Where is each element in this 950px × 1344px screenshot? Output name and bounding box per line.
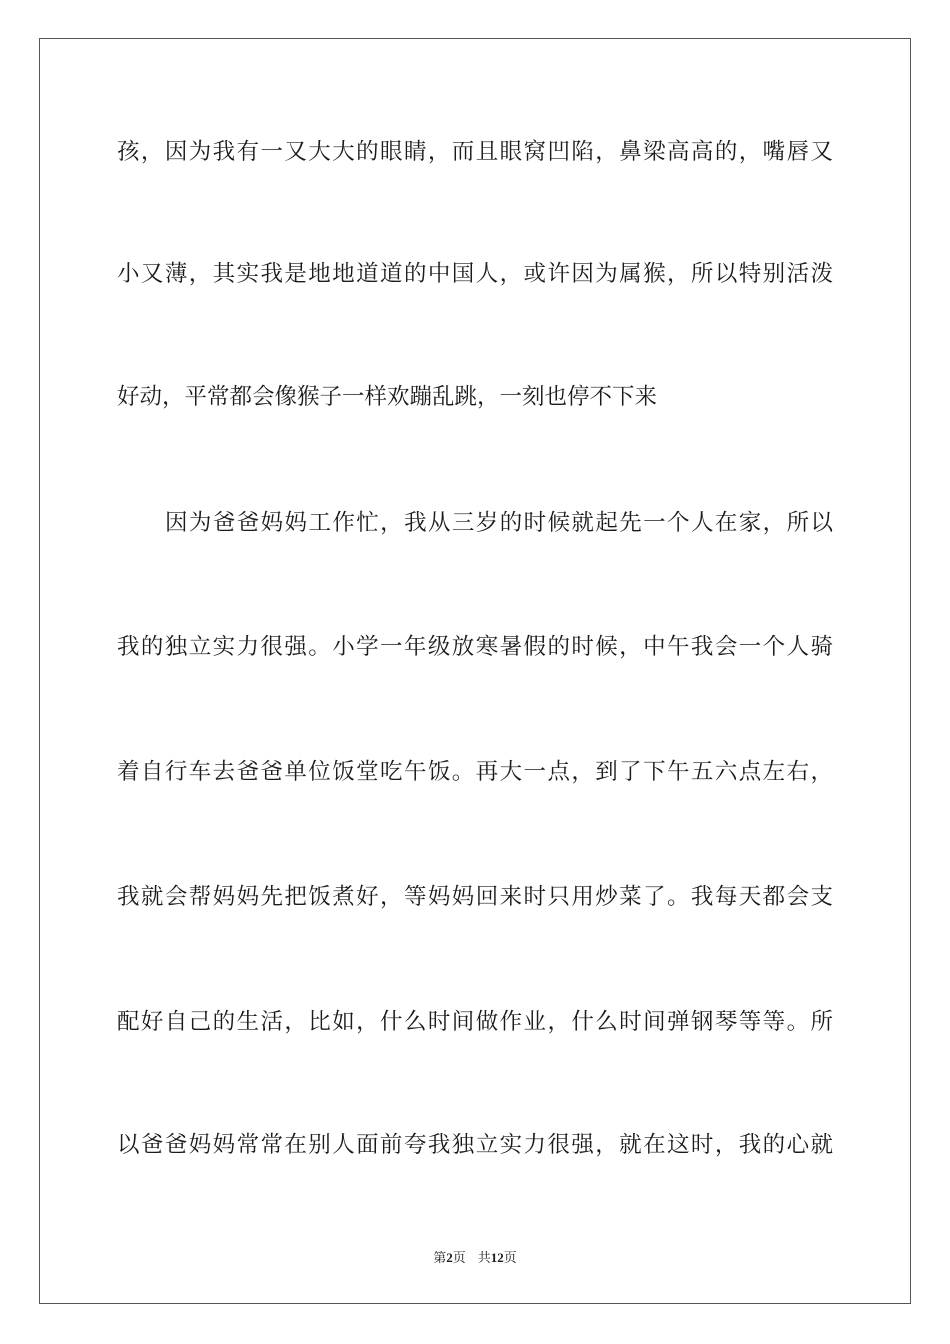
- page-prefix: 第: [433, 1251, 447, 1266]
- body-line-9: 以爸爸妈妈常常在别人面前夸我独立实力很强，就在这时，我的心就: [117, 1132, 833, 1158]
- body-line-3: 好动，平常都会像猴子一样欢蹦乱跳，一刻也停不下来: [117, 384, 658, 410]
- body-line-4: 因为爸爸妈妈工作忙，我从三岁的时候就起先一个人在家，所以: [165, 510, 833, 536]
- body-line-5: 我的独立实力很强。小学一年级放寒暑假的时候，中午我会一个人骑: [117, 634, 833, 660]
- page-border: [39, 38, 911, 1304]
- total-pages: 12: [490, 1250, 504, 1265]
- page-number: 2: [446, 1250, 453, 1265]
- body-line-6: 着自行车去爸爸单位饭堂吃午饭。再大一点，到了下午五六点左右，: [117, 759, 833, 785]
- total-suffix: 页: [503, 1251, 517, 1266]
- page-suffix: 页: [452, 1251, 466, 1266]
- body-line-1: 孩，因为我有一又大大的眼睛，而且眼窝凹陷，鼻梁高高的，嘴唇又: [117, 139, 833, 165]
- total-prefix: 共: [477, 1251, 491, 1266]
- body-line-7: 我就会帮妈妈先把饭煮好，等妈妈回来时只用炒菜了。我每天都会支: [117, 884, 833, 910]
- body-line-2: 小又薄，其实我是地地道道的中国人，或许因为属猴，所以特别活泼: [117, 261, 833, 287]
- body-line-8: 配好自己的生活，比如，什么时间做作业，什么时间弹钢琴等等。所: [117, 1009, 833, 1035]
- page-footer: [0, 1247, 950, 1266]
